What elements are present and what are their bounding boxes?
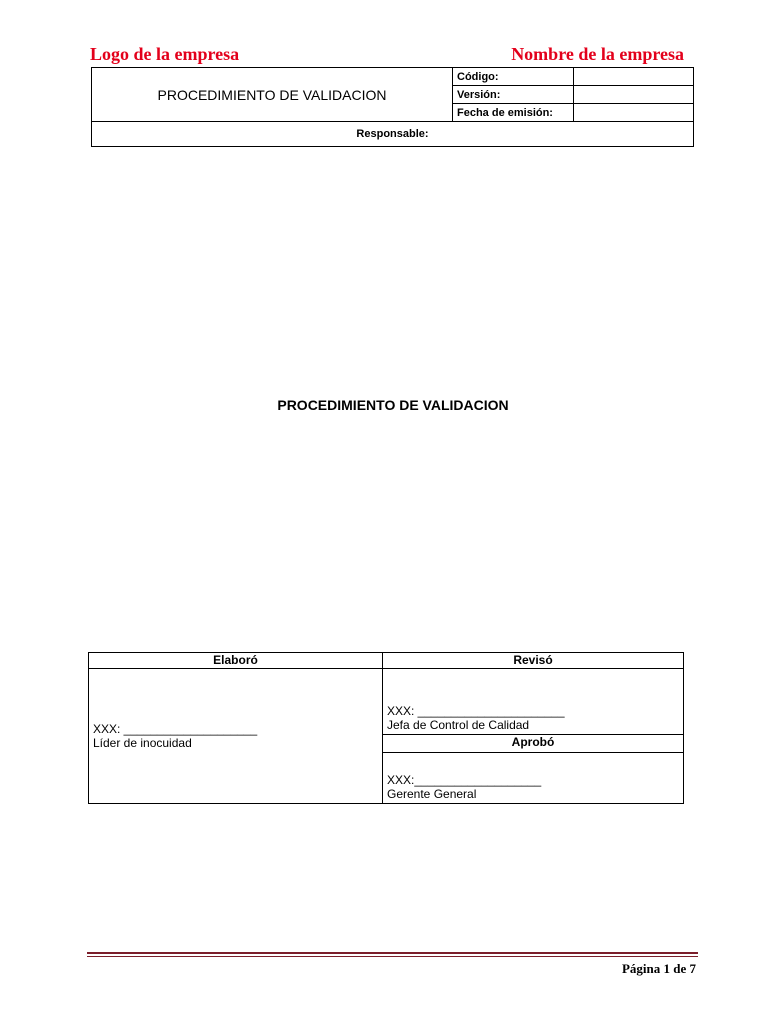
reviso-name-line: XXX: ______________________ bbox=[387, 704, 565, 719]
codigo-label: Código: bbox=[453, 68, 574, 86]
responsable-label: Responsable: bbox=[92, 122, 694, 147]
page-number: Página 1 de 7 bbox=[621, 961, 696, 976]
document-title: PROCEDIMIENTO DE VALIDACION bbox=[277, 397, 509, 413]
elaboro-signature-cell bbox=[89, 669, 383, 804]
codigo-value bbox=[574, 68, 694, 86]
aprobo-name-line: XXX:___________________ bbox=[387, 773, 542, 787]
reviso-role: Jefa de Control de Calidad bbox=[387, 718, 530, 733]
footer-rule-thick bbox=[87, 952, 698, 954]
logo-placeholder-text: Logo de la empresa bbox=[90, 44, 240, 64]
aprobo-role: Gerente General bbox=[387, 787, 477, 801]
reviso-signature-cell bbox=[383, 669, 684, 735]
reviso-heading: Revisó bbox=[383, 653, 684, 669]
aprobo-signature-cell bbox=[383, 752, 684, 803]
fecha-emision-label: Fecha de emisión: bbox=[453, 104, 574, 122]
footer-rule-thin bbox=[87, 956, 698, 957]
aprobo-heading: Aprobó bbox=[383, 735, 684, 752]
document-header-table bbox=[91, 67, 694, 147]
version-value bbox=[574, 86, 694, 104]
company-name-text: Nombre de la empresa bbox=[511, 44, 684, 64]
header-title: PROCEDIMIENTO DE VALIDACION bbox=[92, 68, 453, 122]
elaboro-heading: Elaboró bbox=[89, 653, 383, 669]
version-label: Versión: bbox=[453, 86, 574, 104]
signatures-table bbox=[88, 652, 684, 804]
elaboro-name-line: XXX: ____________________ bbox=[93, 722, 258, 736]
fecha-emision-value bbox=[574, 104, 694, 122]
elaboro-role: Líder de inocuidad bbox=[93, 736, 192, 750]
